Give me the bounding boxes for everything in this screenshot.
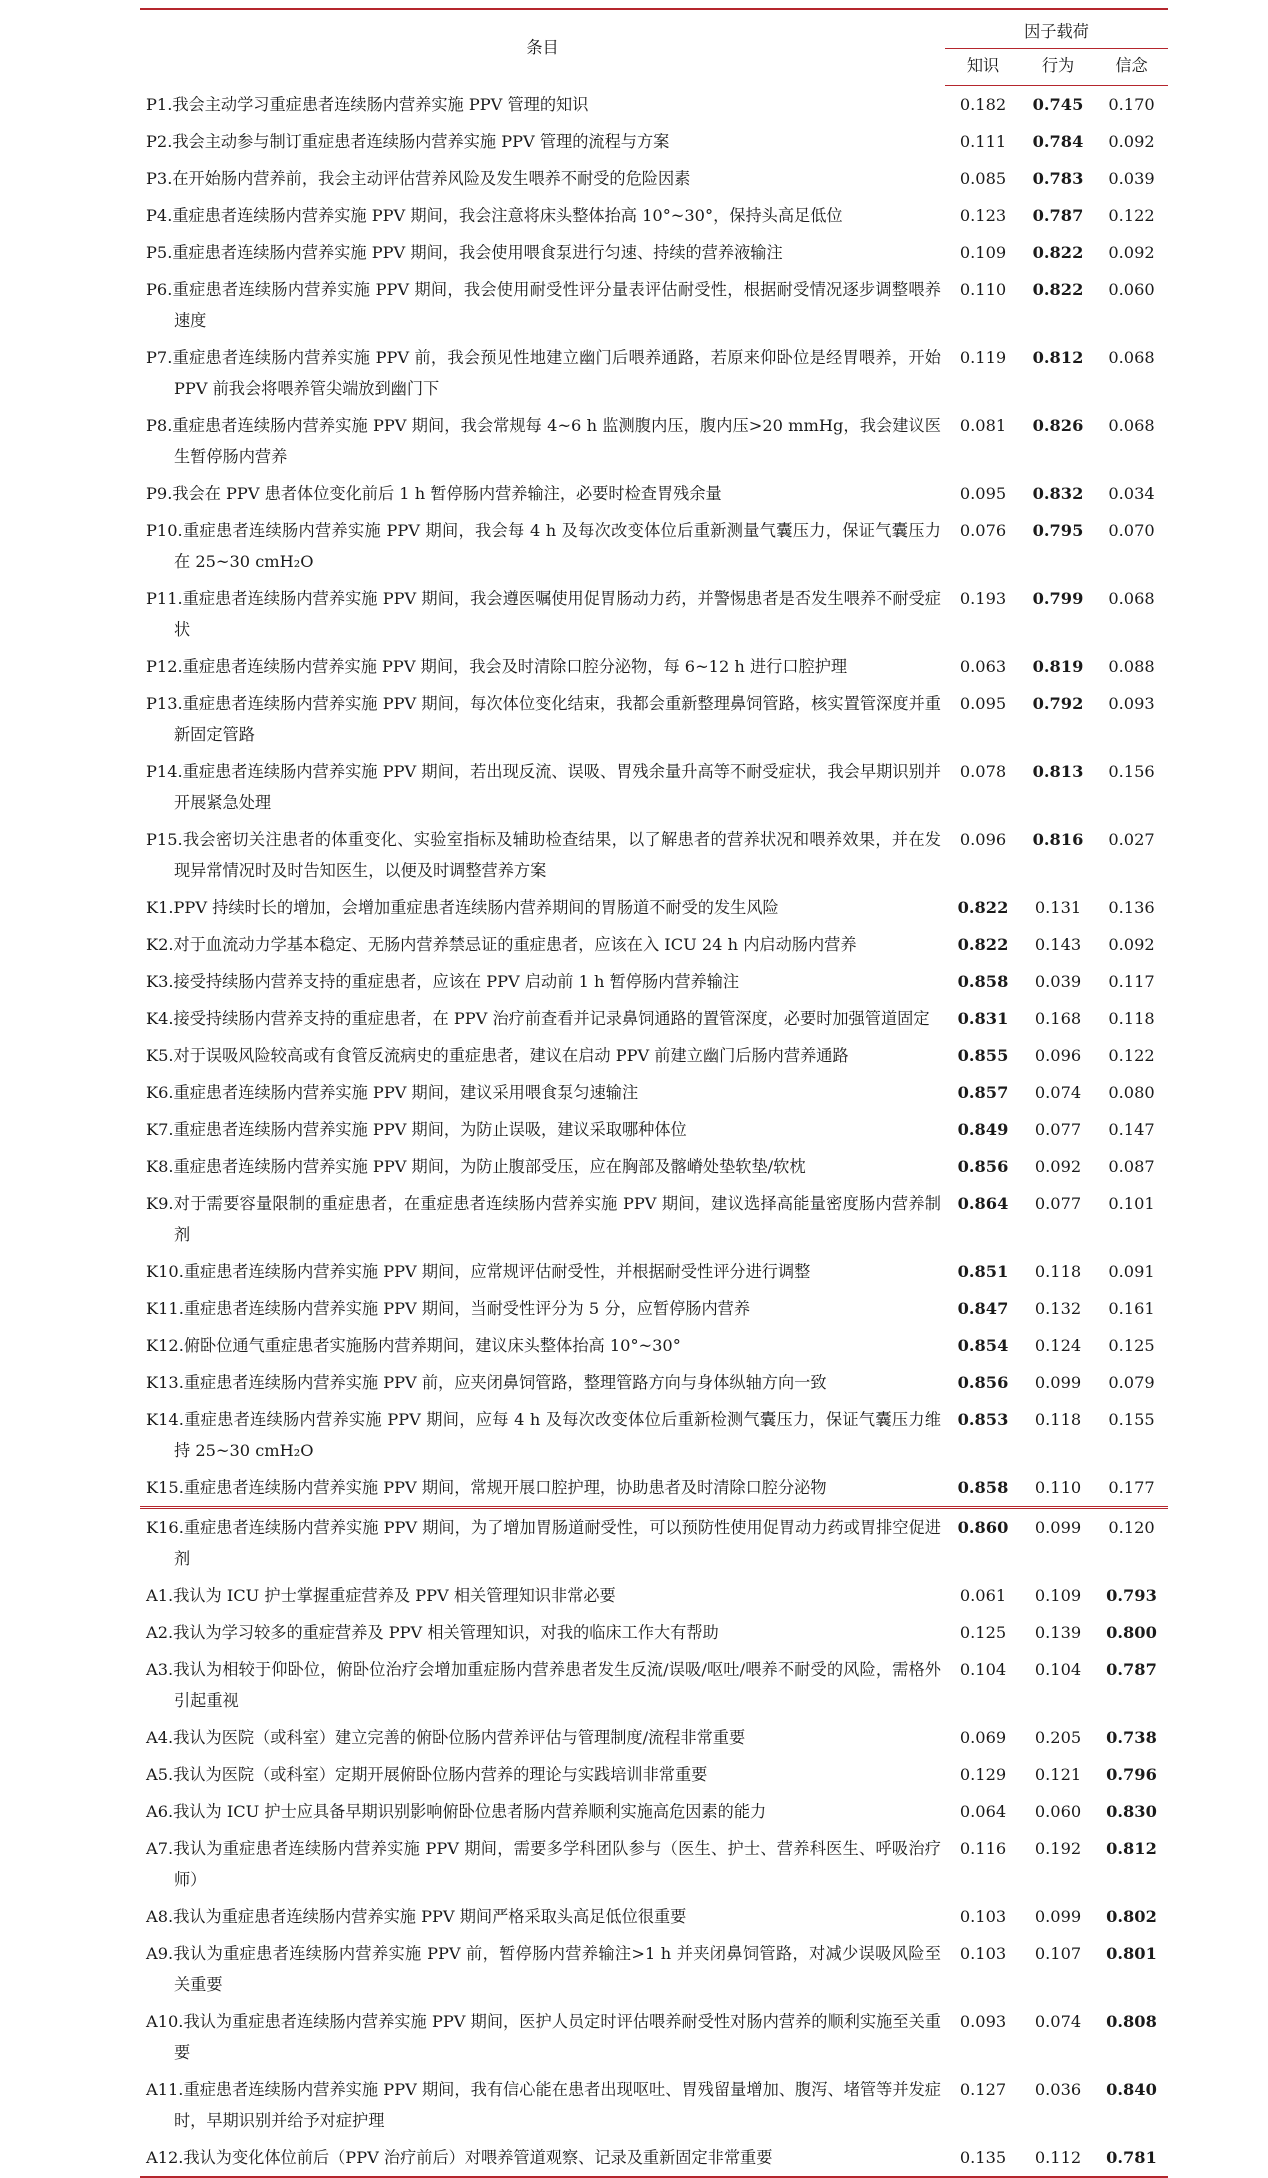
- table-row: [140, 1793, 1168, 1830]
- item-cell: [140, 197, 945, 234]
- item-cell: [140, 1000, 945, 1037]
- loading-knowledge: 0.856: [957, 1372, 1009, 1392]
- loading-belief: 0.170: [1108, 95, 1155, 114]
- table-row: [140, 580, 1168, 648]
- table-row: [140, 1898, 1168, 1935]
- loading-knowledge: 0.095: [959, 693, 1007, 713]
- table-row: [140, 475, 1168, 512]
- loading-behavior: 0.096: [1034, 1045, 1082, 1065]
- loading-belief: 0.060: [1108, 279, 1155, 299]
- item-text: P10.重症患者连续肠内营养实施 PPV 期间，我会每 4 h 及每次改变体位后重新测量气囊压力，保证气囊压力在 25~30 cmH₂O: [146, 520, 941, 571]
- table-row: [140, 1111, 1168, 1148]
- loading-knowledge: 0.849: [957, 1119, 1009, 1139]
- loading-behavior: 0.784: [1032, 131, 1084, 151]
- item-text: K5.对于误吸风险较高或有食管反流病史的重症患者，建议在启动 PPV 前建立幽门后肠内营养通路: [146, 1045, 849, 1065]
- loading-belief: 0.801: [1106, 1943, 1157, 1963]
- loading-knowledge: 0.193: [959, 588, 1007, 608]
- item-cell: [140, 1148, 945, 1185]
- item-text: A1.我认为 ICU 护士掌握重症营养及 PPV 相关管理知识非常必要: [146, 1585, 616, 1605]
- loading-behavior: 0.099: [1034, 1906, 1082, 1926]
- table-row: [140, 963, 1168, 1000]
- loading-behavior: 0.099: [1034, 1372, 1082, 1392]
- item-cell: [140, 1756, 945, 1793]
- loading-belief: 0.091: [1108, 1261, 1155, 1281]
- loading-belief: 0.034: [1108, 483, 1155, 503]
- item-cell: [140, 1577, 945, 1614]
- loading-knowledge: 0.860: [945, 1507, 1021, 1577]
- table-row: [140, 889, 1168, 926]
- table-row: [140, 2071, 1168, 2139]
- table-row: [140, 1074, 1168, 1111]
- item-cell: [140, 86, 945, 123]
- item-text: P12.重症患者连续肠内营养实施 PPV 期间，我会及时清除口腔分泌物，每 6~12 h 进行口腔护理: [146, 656, 848, 676]
- loading-belief: 0.793: [1106, 1585, 1157, 1605]
- table-body: [140, 86, 1168, 2177]
- loading-knowledge: 0.847: [957, 1298, 1009, 1318]
- table-row: [140, 1651, 1168, 1719]
- loading-behavior: 0.787: [1032, 205, 1084, 225]
- item-cell: [140, 1898, 945, 1935]
- loading-knowledge: 0.822: [957, 897, 1009, 917]
- loading-belief: 0.039: [1108, 168, 1155, 188]
- loading-behavior: 0.074: [1034, 2011, 1082, 2031]
- table-row: [140, 1148, 1168, 1185]
- loading-belief: 0.087: [1108, 1156, 1155, 1176]
- table-row: [140, 1830, 1168, 1898]
- loading-behavior: 0.168: [1034, 1008, 1082, 1028]
- table-row: [140, 1185, 1168, 1253]
- loading-belief: 0.070: [1108, 520, 1155, 540]
- loading-knowledge: 0.081: [959, 415, 1007, 435]
- loading-belief: 0.092: [1108, 131, 1155, 151]
- loading-belief: 0.812: [1106, 1838, 1157, 1858]
- loading-belief: 0.830: [1106, 1801, 1157, 1821]
- table-row: [140, 1364, 1168, 1401]
- table-row: [140, 197, 1168, 234]
- item-cell: [140, 271, 945, 339]
- loading-knowledge: 0.093: [959, 2011, 1007, 2031]
- table-row: [140, 648, 1168, 685]
- loading-knowledge: 0.851: [957, 1261, 1009, 1281]
- loading-behavior: 0.832: [1032, 483, 1084, 503]
- item-text: K11.重症患者连续肠内营养实施 PPV 期间，当耐受性评分为 5 分，应暂停肠内营养: [146, 1298, 751, 1318]
- loading-belief: 0.093: [1108, 693, 1155, 713]
- loading-behavior: 0.118: [1034, 1261, 1082, 1281]
- loading-behavior: 0.822: [1032, 279, 1084, 299]
- item-cell: [140, 963, 945, 1000]
- loading-behavior: 0.783: [1032, 168, 1084, 188]
- loading-belief: 0.738: [1106, 1727, 1157, 1747]
- loading-behavior: 0.036: [1034, 2079, 1082, 2099]
- loading-knowledge: 0.110: [959, 279, 1007, 299]
- item-text: P5.重症患者连续肠内营养实施 PPV 期间，我会使用喂食泵进行匀速、持续的营养液输注: [146, 242, 783, 262]
- item-cell: [140, 1469, 945, 1508]
- table-row: [140, 1401, 1168, 1469]
- loading-behavior: 0.813: [1032, 761, 1084, 781]
- loading-behavior: 0.143: [1034, 934, 1082, 954]
- loading-behavior: 0.795: [1032, 520, 1084, 540]
- loading-knowledge: 0.135: [945, 2139, 1021, 2177]
- header-belief: 信念: [1095, 49, 1168, 86]
- table-row: [140, 1507, 1168, 1577]
- item-text: K3.接受持续肠内营养支持的重症患者，应该在 PPV 启动前 1 h 暂停肠内营养输注: [146, 971, 740, 991]
- item-cell: [140, 685, 945, 753]
- item-cell: [140, 753, 945, 821]
- loading-knowledge: 0.853: [957, 1409, 1009, 1429]
- loading-behavior: 0.139: [1034, 1622, 1082, 1642]
- loading-behavior: 0.107: [1034, 1943, 1082, 1963]
- item-cell: [140, 1327, 945, 1364]
- loading-belief: 0.092: [1108, 242, 1155, 262]
- table-row: [140, 1935, 1168, 2003]
- loading-belief: 0.147: [1108, 1119, 1155, 1139]
- loading-behavior: 0.819: [1032, 656, 1084, 676]
- loading-knowledge: 0.095: [959, 483, 1007, 503]
- loading-belief: 0.068: [1108, 415, 1155, 435]
- item-text: A12.我认为变化体位前后（PPV 治疗前后）对喂养管道观察、记录及重新固定非常重要: [146, 2147, 773, 2167]
- loading-knowledge: 0.855: [957, 1045, 1009, 1065]
- item-text: K10.重症患者连续肠内营养实施 PPV 期间，应常规评估耐受性，并根据耐受性评分进行调整: [146, 1261, 811, 1281]
- item-text: P2.我会主动参与制订重症患者连续肠内营养实施 PPV 管理的流程与方案: [146, 131, 670, 151]
- loading-behavior: 0.110: [1034, 1477, 1082, 1497]
- table-row: [140, 1327, 1168, 1364]
- item-text: K8.重症患者连续肠内营养实施 PPV 期间，为防止腹部受压，应在胸部及髂嵴处垫软垫/软枕: [146, 1156, 806, 1176]
- item-text: P4.重症患者连续肠内营养实施 PPV 期间，我会注意将床头整体抬高 10°~30°，保持头高足低位: [146, 205, 843, 225]
- loading-behavior: 0.192: [1034, 1838, 1082, 1858]
- table-row: [140, 685, 1168, 753]
- item-text: P6.重症患者连续肠内营养实施 PPV 期间，我会使用耐受性评分量表评估耐受性，根据耐受情况逐步调整喂养速度: [146, 279, 941, 330]
- loading-knowledge: 0.064: [959, 1801, 1007, 1821]
- loading-behavior: 0.799: [1032, 588, 1084, 608]
- item-text: A8.我认为重症患者连续肠内营养实施 PPV 期间严格采取头高足低位很重要: [146, 1906, 687, 1926]
- loading-belief: 0.136: [1108, 897, 1155, 917]
- item-text: K1.PPV 持续时长的增加，会增加重症患者连续肠内营养期间的胃肠道不耐受的发生风险: [146, 897, 779, 917]
- loading-behavior: 0.792: [1032, 693, 1084, 713]
- table-row: [140, 86, 1168, 123]
- item-text: K12.俯卧位通气重症患者实施肠内营养期间，建议床头整体抬高 10°~30°: [146, 1335, 681, 1355]
- item-cell: [140, 1111, 945, 1148]
- loading-knowledge: 0.119: [959, 347, 1007, 367]
- item-text: P15.我会密切关注患者的体重变化、实验室指标及辅助检查结果，以了解患者的营养状况和喂养效果，并在发现异常情况时及时告知医生，以便及时调整营养方案: [146, 829, 941, 880]
- loading-knowledge: 0.856: [957, 1156, 1009, 1176]
- loading-behavior: 0.822: [1032, 242, 1084, 262]
- loading-knowledge: 0.103: [959, 1943, 1007, 1963]
- loading-belief: 0.161: [1108, 1298, 1155, 1318]
- loading-belief: 0.079: [1108, 1372, 1155, 1392]
- loading-behavior: 0.077: [1034, 1193, 1082, 1213]
- loading-behavior: 0.104: [1034, 1659, 1082, 1679]
- item-cell: [140, 1935, 945, 2003]
- loading-knowledge: 0.854: [957, 1335, 1009, 1355]
- item-cell: [140, 648, 945, 685]
- loading-behavior: 0.060: [1034, 1801, 1082, 1821]
- loading-belief: 0.155: [1108, 1409, 1155, 1429]
- loading-belief: 0.808: [1106, 2011, 1157, 2031]
- loading-knowledge: 0.111: [959, 131, 1007, 151]
- item-cell: [140, 2139, 945, 2177]
- loading-behavior: 0.118: [1034, 1409, 1082, 1429]
- item-text: P8.重症患者连续肠内营养实施 PPV 期间，我会常规每 4~6 h 监测腹内压，腹内压>20 mmHg，我会建议医生暂停肠内营养: [146, 415, 941, 466]
- loading-belief: 0.117: [1108, 971, 1155, 991]
- item-cell: [140, 1830, 945, 1898]
- loading-belief: 0.122: [1108, 1045, 1155, 1065]
- loading-knowledge: 0.078: [959, 761, 1007, 781]
- item-cell: [140, 889, 945, 926]
- loading-behavior: 0.039: [1034, 971, 1082, 991]
- loading-belief: 0.787: [1106, 1659, 1157, 1679]
- item-cell: [140, 1185, 945, 1253]
- item-text: K6.重症患者连续肠内营养实施 PPV 期间，建议采用喂食泵匀速输注: [146, 1082, 639, 1102]
- table-row: [140, 1000, 1168, 1037]
- item-cell: [140, 1614, 945, 1651]
- loading-knowledge: 0.858: [957, 971, 1009, 991]
- loading-behavior: 0.205: [1034, 1727, 1082, 1747]
- loading-behavior: 0.132: [1034, 1298, 1082, 1318]
- item-cell: [140, 1253, 945, 1290]
- table-row: [140, 2003, 1168, 2071]
- header-knowledge: 知识: [945, 49, 1021, 86]
- header-factor-loading: 因子载荷: [945, 9, 1168, 49]
- loading-knowledge: 0.063: [959, 656, 1007, 676]
- loading-knowledge: 0.103: [959, 1906, 1007, 1926]
- table-row: [140, 821, 1168, 889]
- item-text: P1.我会主动学习重症患者连续肠内营养实施 PPV 管理的知识: [146, 94, 589, 114]
- item-cell: [140, 1290, 945, 1327]
- table-row: [140, 1290, 1168, 1327]
- table-row: [140, 160, 1168, 197]
- item-text: A4.我认为医院（或科室）建立完善的俯卧位肠内营养评估与管理制度/流程非常重要: [146, 1727, 746, 1747]
- item-cell: [140, 580, 945, 648]
- table-row: [140, 1719, 1168, 1756]
- loading-behavior: 0.121: [1034, 1764, 1082, 1784]
- loading-belief: 0.120: [1095, 1507, 1168, 1577]
- table-row: [140, 2139, 1168, 2177]
- table-row: [140, 1253, 1168, 1290]
- item-cell: [140, 1074, 945, 1111]
- item-cell: [140, 1651, 945, 1719]
- header-item: 条目: [140, 9, 945, 86]
- item-cell: [140, 160, 945, 197]
- item-text: A6.我认为 ICU 护士应具备早期识别影响俯卧位患者肠内营养顺利实施高危因素的能力: [146, 1801, 767, 1821]
- item-text: A11.重症患者连续肠内营养实施 PPV 期间，我有信心能在患者出现呕吐、胃残留量增加、腹泻、堵管等并发症时，早期识别并给予对症护理: [146, 2079, 941, 2130]
- table-row: [140, 1037, 1168, 1074]
- loading-belief: 0.156: [1108, 761, 1155, 781]
- table-row: [140, 1756, 1168, 1793]
- item-text: P7.重症患者连续肠内营养实施 PPV 前，我会预见性地建立幽门后喂养通路，若原来仰卧位是经胃喂养，开始 PPV 前我会将喂养管尖端放到幽门下: [146, 347, 941, 398]
- loading-belief: 0.027: [1108, 829, 1155, 849]
- loading-knowledge: 0.069: [959, 1727, 1007, 1747]
- item-cell: [140, 407, 945, 475]
- header-behavior: 行为: [1021, 49, 1095, 86]
- loading-knowledge: 0.129: [959, 1764, 1007, 1784]
- loading-knowledge: 0.123: [959, 205, 1007, 225]
- loading-behavior: 0.124: [1034, 1335, 1082, 1355]
- loading-knowledge: 0.125: [959, 1622, 1007, 1642]
- item-text: A2.我认为学习较多的重症营养及 PPV 相关管理知识，对我的临床工作大有帮助: [146, 1622, 719, 1642]
- table-row: [140, 1614, 1168, 1651]
- item-cell: [140, 926, 945, 963]
- item-cell: [140, 821, 945, 889]
- table-row: [140, 753, 1168, 821]
- loading-belief: 0.800: [1106, 1622, 1157, 1642]
- item-text: K14.重症患者连续肠内营养实施 PPV 期间，应每 4 h 及每次改变体位后重新检测气囊压力，保证气囊压力维持 25~30 cmH₂O: [146, 1409, 941, 1460]
- loading-knowledge: 0.182: [959, 95, 1007, 114]
- item-cell: [140, 1364, 945, 1401]
- loading-behavior: 0.092: [1034, 1156, 1082, 1176]
- loading-behavior: 0.131: [1034, 897, 1082, 917]
- loading-belief: 0.802: [1106, 1906, 1157, 1926]
- item-cell: [140, 1401, 945, 1469]
- item-text: A5.我认为医院（或科室）定期开展俯卧位肠内营养的理论与实践培训非常重要: [146, 1764, 708, 1784]
- item-text: K4.接受持续肠内营养支持的重症患者，在 PPV 治疗前查看并记录鼻饲通路的置管深度，必要时加强管道固定: [146, 1008, 930, 1028]
- item-cell: [140, 2071, 945, 2139]
- loading-belief: 0.068: [1108, 588, 1155, 608]
- table-row: [140, 123, 1168, 160]
- loading-knowledge: 0.864: [957, 1193, 1009, 1213]
- item-cell: [140, 1793, 945, 1830]
- item-text: K7.重症患者连续肠内营养实施 PPV 期间，为防止误吸，建议采取哪种体位: [146, 1119, 687, 1139]
- loading-knowledge: 0.858: [957, 1477, 1009, 1497]
- loading-knowledge: 0.096: [959, 829, 1007, 849]
- item-text: K9.对于需要容量限制的重症患者，在重症患者连续肠内营养实施 PPV 期间，建议选择高能量密度肠内营养制剂: [146, 1193, 941, 1244]
- loading-belief: 0.177: [1108, 1477, 1155, 1497]
- item-cell: [140, 1719, 945, 1756]
- loading-belief: 0.118: [1108, 1008, 1155, 1028]
- loading-knowledge: 0.822: [957, 934, 1009, 954]
- item-cell: [140, 1037, 945, 1074]
- loading-behavior: 0.745: [1032, 95, 1084, 114]
- factor-loading-table: [140, 8, 1168, 2178]
- loading-knowledge: 0.104: [959, 1659, 1007, 1679]
- item-text: A3.我认为相较于仰卧位，俯卧位治疗会增加重症肠内营养患者发生反流/误吸/呕吐/喂养不耐受的风险，需格外引起重视: [146, 1659, 941, 1710]
- loading-belief: 0.068: [1108, 347, 1155, 367]
- loading-belief: 0.796: [1106, 1764, 1157, 1784]
- item-text: A9.我认为重症患者连续肠内营养实施 PPV 前，暂停肠内营养输注>1 h 并夹闭鼻饲管路，对减少误吸风险至关重要: [146, 1943, 941, 1994]
- loading-knowledge: 0.109: [959, 242, 1007, 262]
- item-text: K2.对于血流动力学基本稳定、无肠内营养禁忌证的重症患者，应该在入 ICU 24 h 内启动肠内营养: [146, 934, 857, 954]
- loading-behavior: 0.077: [1034, 1119, 1082, 1139]
- item-text: K16.重症患者连续肠内营养实施 PPV 期间，为了增加胃肠道耐受性，可以预防性使用促胃动力药或胃排空促进剂: [146, 1517, 941, 1568]
- item-text: P14.重症患者连续肠内营养实施 PPV 期间，若出现反流、误吸、胃残余量升高等不耐受症状，我会早期识别并开展紧急处理: [146, 761, 941, 812]
- table-row: [140, 1577, 1168, 1614]
- item-cell: [140, 339, 945, 407]
- loading-knowledge: 0.085: [959, 168, 1007, 188]
- loading-belief: 0.088: [1108, 656, 1155, 676]
- loading-behavior: 0.074: [1034, 1082, 1082, 1102]
- item-cell: [140, 123, 945, 160]
- loading-belief: 0.122: [1108, 205, 1155, 225]
- item-text: P9.我会在 PPV 患者体位变化前后 1 h 暂停肠内营养输注，必要时检查胃残余量: [146, 483, 722, 503]
- loading-behavior: 0.812: [1032, 347, 1084, 367]
- loading-knowledge: 0.831: [957, 1008, 1009, 1028]
- table-row: [140, 234, 1168, 271]
- item-cell: [140, 234, 945, 271]
- loading-knowledge: 0.076: [959, 520, 1007, 540]
- loading-belief: 0.125: [1108, 1335, 1155, 1355]
- loading-belief: 0.080: [1108, 1082, 1155, 1102]
- table-row: [140, 512, 1168, 580]
- item-text: A7.我认为重症患者连续肠内营养实施 PPV 期间，需要多学科团队参与（医生、护士、营养科医生、呼吸治疗师）: [146, 1838, 941, 1889]
- item-text: K13.重症患者连续肠内营养实施 PPV 前，应夹闭鼻饲管路，整理管路方向与身体纵轴方向一致: [146, 1372, 827, 1392]
- item-cell: [140, 2003, 945, 2071]
- item-cell: [140, 475, 945, 512]
- loading-behavior: 0.826: [1032, 415, 1084, 435]
- item-text: P3.在开始肠内营养前，我会主动评估营养风险及发生喂养不耐受的危险因素: [146, 168, 691, 188]
- table-row: [140, 339, 1168, 407]
- loading-belief: 0.840: [1106, 2079, 1157, 2099]
- loading-knowledge: 0.857: [957, 1082, 1009, 1102]
- table-row: [140, 1469, 1168, 1508]
- loading-knowledge: 0.116: [959, 1838, 1007, 1858]
- loading-belief: 0.101: [1108, 1193, 1155, 1213]
- item-cell: [140, 1507, 945, 1577]
- table-row: [140, 926, 1168, 963]
- table-row: [140, 407, 1168, 475]
- item-text: P13.重症患者连续肠内营养实施 PPV 期间，每次体位变化结束，我都会重新整理鼻饲管路，核实置管深度并重新固定管路: [146, 693, 941, 744]
- loading-belief: 0.092: [1108, 934, 1155, 954]
- item-text: A10.我认为重症患者连续肠内营养实施 PPV 期间，医护人员定时评估喂养耐受性对肠内营养的顺利实施至关重要: [146, 2011, 941, 2062]
- loading-behavior: 0.099: [1021, 1507, 1095, 1577]
- loading-knowledge: 0.127: [959, 2079, 1007, 2099]
- table-row: [140, 271, 1168, 339]
- loading-behavior: 0.112: [1021, 2139, 1095, 2177]
- loading-behavior: 0.816: [1032, 829, 1084, 849]
- item-text: K15.重症患者连续肠内营养实施 PPV 期间，常规开展口腔护理，协助患者及时清除口腔分泌物: [146, 1477, 827, 1497]
- loading-knowledge: 0.061: [959, 1585, 1007, 1605]
- item-cell: [140, 512, 945, 580]
- loading-behavior: 0.109: [1034, 1585, 1082, 1605]
- item-text: P11.重症患者连续肠内营养实施 PPV 期间，我会遵医嘱使用促胃肠动力药，并警惕患者是否发生喂养不耐受症状: [146, 588, 941, 639]
- loading-belief: 0.781: [1095, 2139, 1168, 2177]
